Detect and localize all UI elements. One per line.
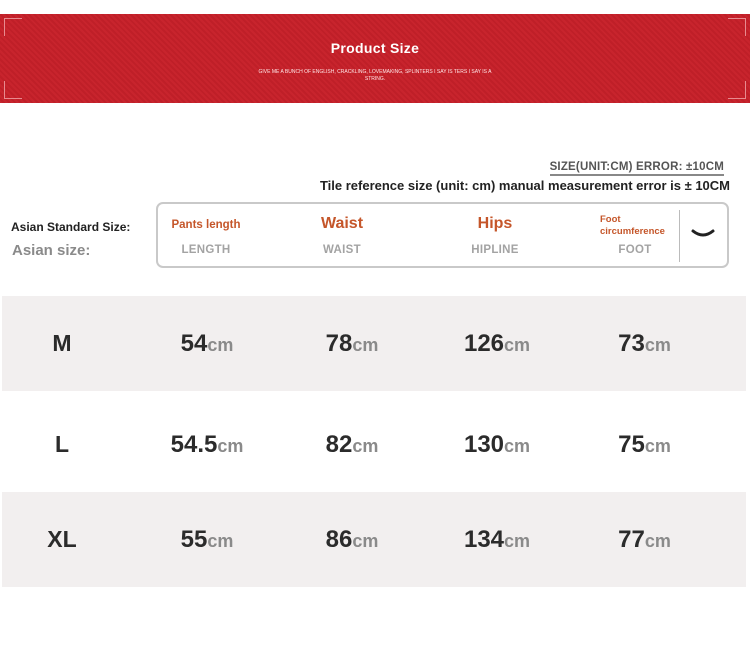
unit: cm — [352, 436, 379, 456]
error-note-en: SIZE(UNIT:CM) ERROR: ±10CM — [550, 161, 724, 176]
unit: cm — [352, 531, 379, 551]
banner-subtitle: GIVE ME A BUNCH OF ENGLISH, CRACKLING, LOVEMAKING, SPLINTERS I SAY IS TERS I SAY IS A STRING. — [258, 69, 492, 82]
corner-mark — [4, 18, 22, 36]
size-cell: L — [54, 431, 70, 457]
product-size-banner — [0, 14, 750, 103]
column-header-en: WAIST — [323, 244, 361, 256]
unit: cm — [644, 436, 671, 456]
column-header-en: LENGTH — [181, 244, 231, 256]
chevron-down-icon[interactable] — [688, 222, 718, 244]
length-cell — [137, 492, 277, 587]
table-row — [2, 397, 746, 492]
column-header-local: Foot circumference — [600, 214, 665, 237]
column-header-foot — [590, 204, 680, 266]
value: 130 — [463, 431, 505, 458]
table-row — [2, 296, 746, 391]
size-cell: M — [52, 330, 72, 356]
column-header-local: Waist — [320, 215, 364, 232]
value: 126 — [463, 330, 505, 357]
hips-cell — [422, 397, 572, 492]
value: 55 — [180, 526, 208, 553]
standard-size-label: Asian Standard Size: — [11, 220, 131, 234]
column-header-local: Hips — [477, 215, 513, 232]
size-table-header — [156, 202, 729, 268]
unit: cm — [207, 335, 234, 355]
unit: cm — [217, 436, 244, 456]
length-cell — [137, 397, 277, 492]
error-note-local: Tile reference size (unit: cm) manual measurement error is ± 10CM — [319, 178, 730, 193]
asian-size-label: Asian size: — [12, 242, 91, 259]
value: 75 — [618, 431, 645, 458]
column-header-waist — [294, 204, 390, 266]
header-divider — [679, 210, 680, 262]
value: 86 — [325, 526, 353, 553]
banner-title: Product Size — [330, 40, 420, 56]
foot-cell — [572, 397, 717, 492]
waist-cell — [282, 492, 422, 587]
unit: cm — [352, 335, 379, 355]
waist-cell — [282, 296, 422, 391]
corner-mark — [728, 18, 746, 36]
foot-cell — [572, 492, 717, 587]
value: 77 — [618, 526, 645, 553]
waist-cell — [282, 397, 422, 492]
hips-cell — [422, 492, 572, 587]
corner-mark — [728, 81, 746, 99]
column-header-hips — [447, 204, 543, 266]
table-row — [2, 492, 746, 587]
value: 73 — [618, 330, 645, 357]
unit: cm — [644, 531, 671, 551]
unit: cm — [504, 436, 531, 456]
unit: cm — [207, 531, 234, 551]
value: 54.5 — [170, 431, 218, 458]
value: 54 — [180, 330, 208, 357]
unit: cm — [504, 531, 531, 551]
unit: cm — [644, 335, 671, 355]
value: 78 — [325, 330, 353, 357]
unit: cm — [504, 335, 531, 355]
column-header-length — [158, 204, 254, 266]
value: 134 — [463, 526, 505, 553]
length-cell — [137, 296, 277, 391]
value: 82 — [325, 431, 353, 458]
column-header-en: HIPLINE — [471, 244, 519, 256]
hips-cell — [422, 296, 572, 391]
column-header-en: FOOT — [618, 244, 652, 256]
column-header-local: Pants length — [171, 219, 241, 231]
foot-cell — [572, 296, 717, 391]
size-cell: XL — [47, 526, 77, 552]
corner-mark — [4, 81, 22, 99]
